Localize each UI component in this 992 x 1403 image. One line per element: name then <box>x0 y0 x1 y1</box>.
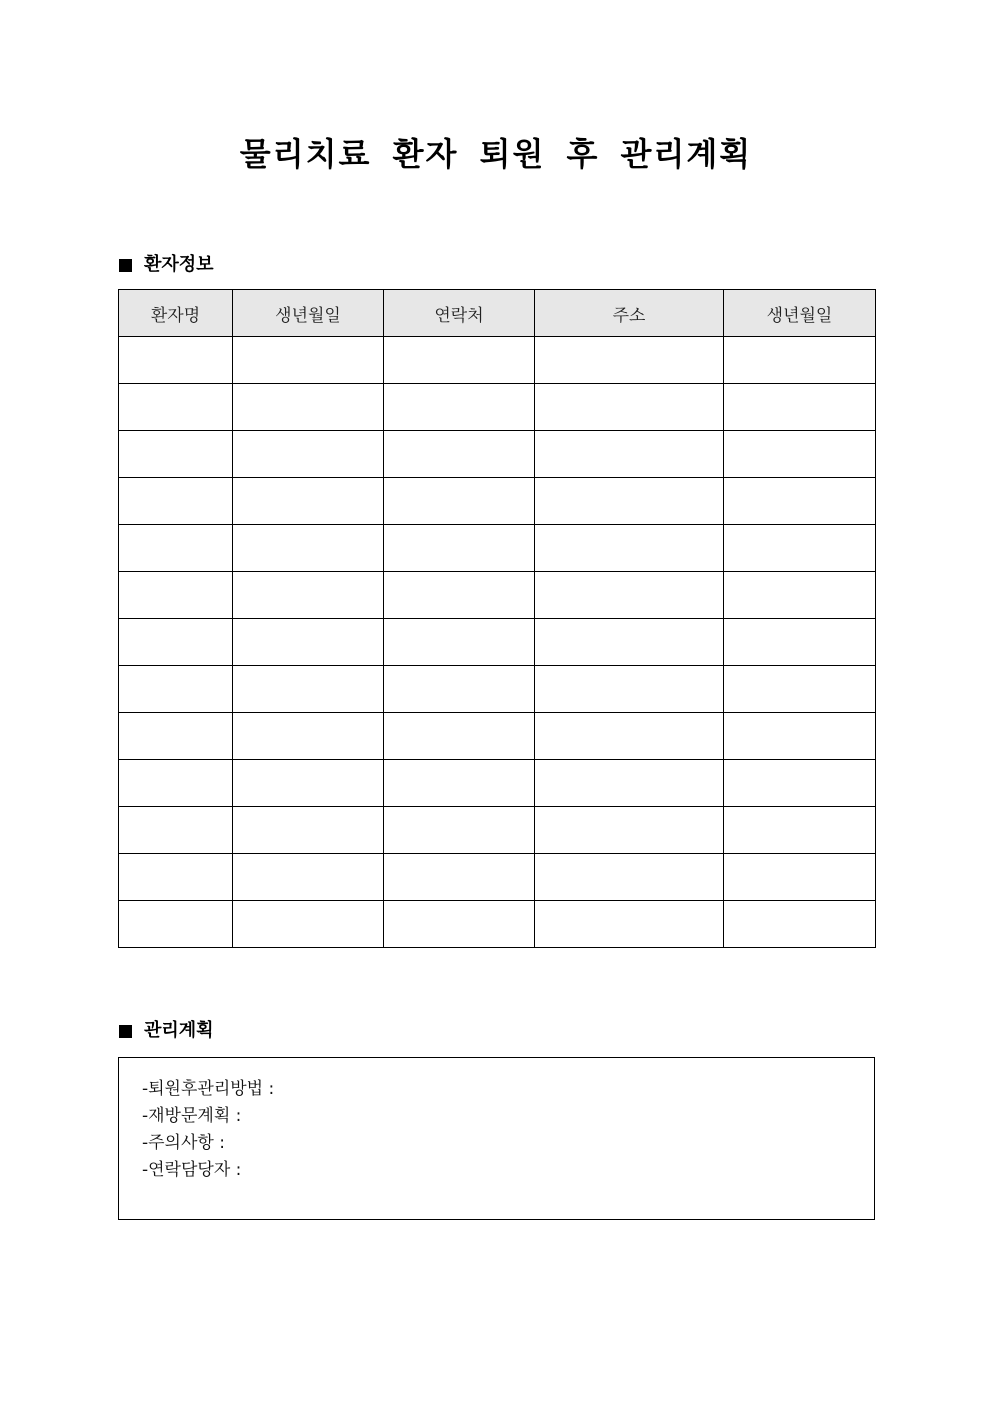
table-row <box>119 384 876 431</box>
table-cell[interactable] <box>233 478 384 525</box>
table-row <box>119 619 876 666</box>
patient-info-heading <box>119 253 214 277</box>
table-cell[interactable] <box>535 384 724 431</box>
table-cell[interactable] <box>119 760 233 807</box>
table-cell[interactable] <box>724 572 876 619</box>
table-row <box>119 666 876 713</box>
column-header-birthdate-2: 생년월일 <box>724 290 876 337</box>
column-header-address: 주소 <box>535 290 724 337</box>
table-cell[interactable] <box>384 619 535 666</box>
table-row <box>119 807 876 854</box>
table-cell[interactable] <box>535 760 724 807</box>
table-cell[interactable] <box>233 384 384 431</box>
table-cell[interactable] <box>724 713 876 760</box>
management-plan-lines <box>142 1076 274 1184</box>
table-cell[interactable] <box>384 525 535 572</box>
table-row <box>119 337 876 384</box>
table-cell[interactable] <box>535 431 724 478</box>
table-cell[interactable] <box>535 572 724 619</box>
table-cell[interactable] <box>535 666 724 713</box>
square-bullet-icon <box>119 1025 132 1038</box>
table-cell[interactable] <box>724 384 876 431</box>
table-cell[interactable] <box>233 807 384 854</box>
table-cell[interactable] <box>724 619 876 666</box>
plan-line-discharge-care: -퇴원후관리방법 : <box>142 1079 275 1099</box>
table-cell[interactable] <box>724 807 876 854</box>
table-cell[interactable] <box>384 337 535 384</box>
table-cell[interactable] <box>233 854 384 901</box>
table-row <box>119 431 876 478</box>
table-cell[interactable] <box>384 384 535 431</box>
table-cell[interactable] <box>724 525 876 572</box>
table-cell[interactable] <box>233 760 384 807</box>
table-header-row <box>119 290 876 337</box>
table-cell[interactable] <box>384 713 535 760</box>
table-cell[interactable] <box>724 854 876 901</box>
table-cell[interactable] <box>384 807 535 854</box>
table-cell[interactable] <box>535 901 724 948</box>
table-cell[interactable] <box>233 525 384 572</box>
table-cell[interactable] <box>384 478 535 525</box>
table-row <box>119 901 876 948</box>
patient-info-heading-label: 환자정보 <box>144 254 214 275</box>
table-cell[interactable] <box>724 431 876 478</box>
table-cell[interactable] <box>384 854 535 901</box>
table-cell[interactable] <box>119 384 233 431</box>
table-cell[interactable] <box>119 572 233 619</box>
column-header-name: 환자명 <box>119 290 233 337</box>
table-cell[interactable] <box>233 337 384 384</box>
table-cell[interactable] <box>233 572 384 619</box>
table-row <box>119 572 876 619</box>
table-row <box>119 478 876 525</box>
table-cell[interactable] <box>233 901 384 948</box>
table-cell[interactable] <box>384 431 535 478</box>
table-row <box>119 713 876 760</box>
plan-line-precautions: -주의사항 : <box>142 1133 225 1153</box>
table-cell[interactable] <box>119 666 233 713</box>
table-cell[interactable] <box>535 525 724 572</box>
table-cell[interactable] <box>535 854 724 901</box>
table-row <box>119 854 876 901</box>
table-cell[interactable] <box>119 619 233 666</box>
table-cell[interactable] <box>535 713 724 760</box>
table-cell[interactable] <box>119 478 233 525</box>
table-cell[interactable] <box>233 619 384 666</box>
table-cell[interactable] <box>724 337 876 384</box>
table-cell[interactable] <box>119 713 233 760</box>
column-header-birthdate: 생년월일 <box>233 290 384 337</box>
table-cell[interactable] <box>384 901 535 948</box>
table-cell[interactable] <box>384 572 535 619</box>
table-cell[interactable] <box>384 760 535 807</box>
management-plan-heading <box>119 1019 214 1043</box>
table-cell[interactable] <box>384 666 535 713</box>
table-cell[interactable] <box>233 666 384 713</box>
column-header-contact: 연락처 <box>384 290 535 337</box>
patient-info-table <box>118 289 876 948</box>
table-cell[interactable] <box>119 431 233 478</box>
table-cell[interactable] <box>724 478 876 525</box>
management-plan-heading-label: 관리계획 <box>144 1020 214 1041</box>
table-cell[interactable] <box>233 713 384 760</box>
table-cell[interactable] <box>724 760 876 807</box>
table-cell[interactable] <box>535 478 724 525</box>
patient-info-table-body <box>119 337 876 948</box>
table-cell[interactable] <box>119 337 233 384</box>
table-row <box>119 760 876 807</box>
document-title: 물리치료 환자 퇴원 후 관리계획 <box>239 135 753 173</box>
table-cell[interactable] <box>119 901 233 948</box>
table-cell[interactable] <box>535 619 724 666</box>
square-bullet-icon <box>119 259 132 272</box>
plan-line-revisit: -재방문계획 : <box>142 1106 242 1126</box>
table-cell[interactable] <box>233 431 384 478</box>
table-cell[interactable] <box>724 901 876 948</box>
table-cell[interactable] <box>535 807 724 854</box>
table-cell[interactable] <box>724 666 876 713</box>
table-cell[interactable] <box>535 337 724 384</box>
table-cell[interactable] <box>119 854 233 901</box>
plan-line-contact-person: -연락담당자 : <box>142 1160 242 1180</box>
table-row <box>119 525 876 572</box>
table-cell[interactable] <box>119 807 233 854</box>
table-cell[interactable] <box>119 525 233 572</box>
